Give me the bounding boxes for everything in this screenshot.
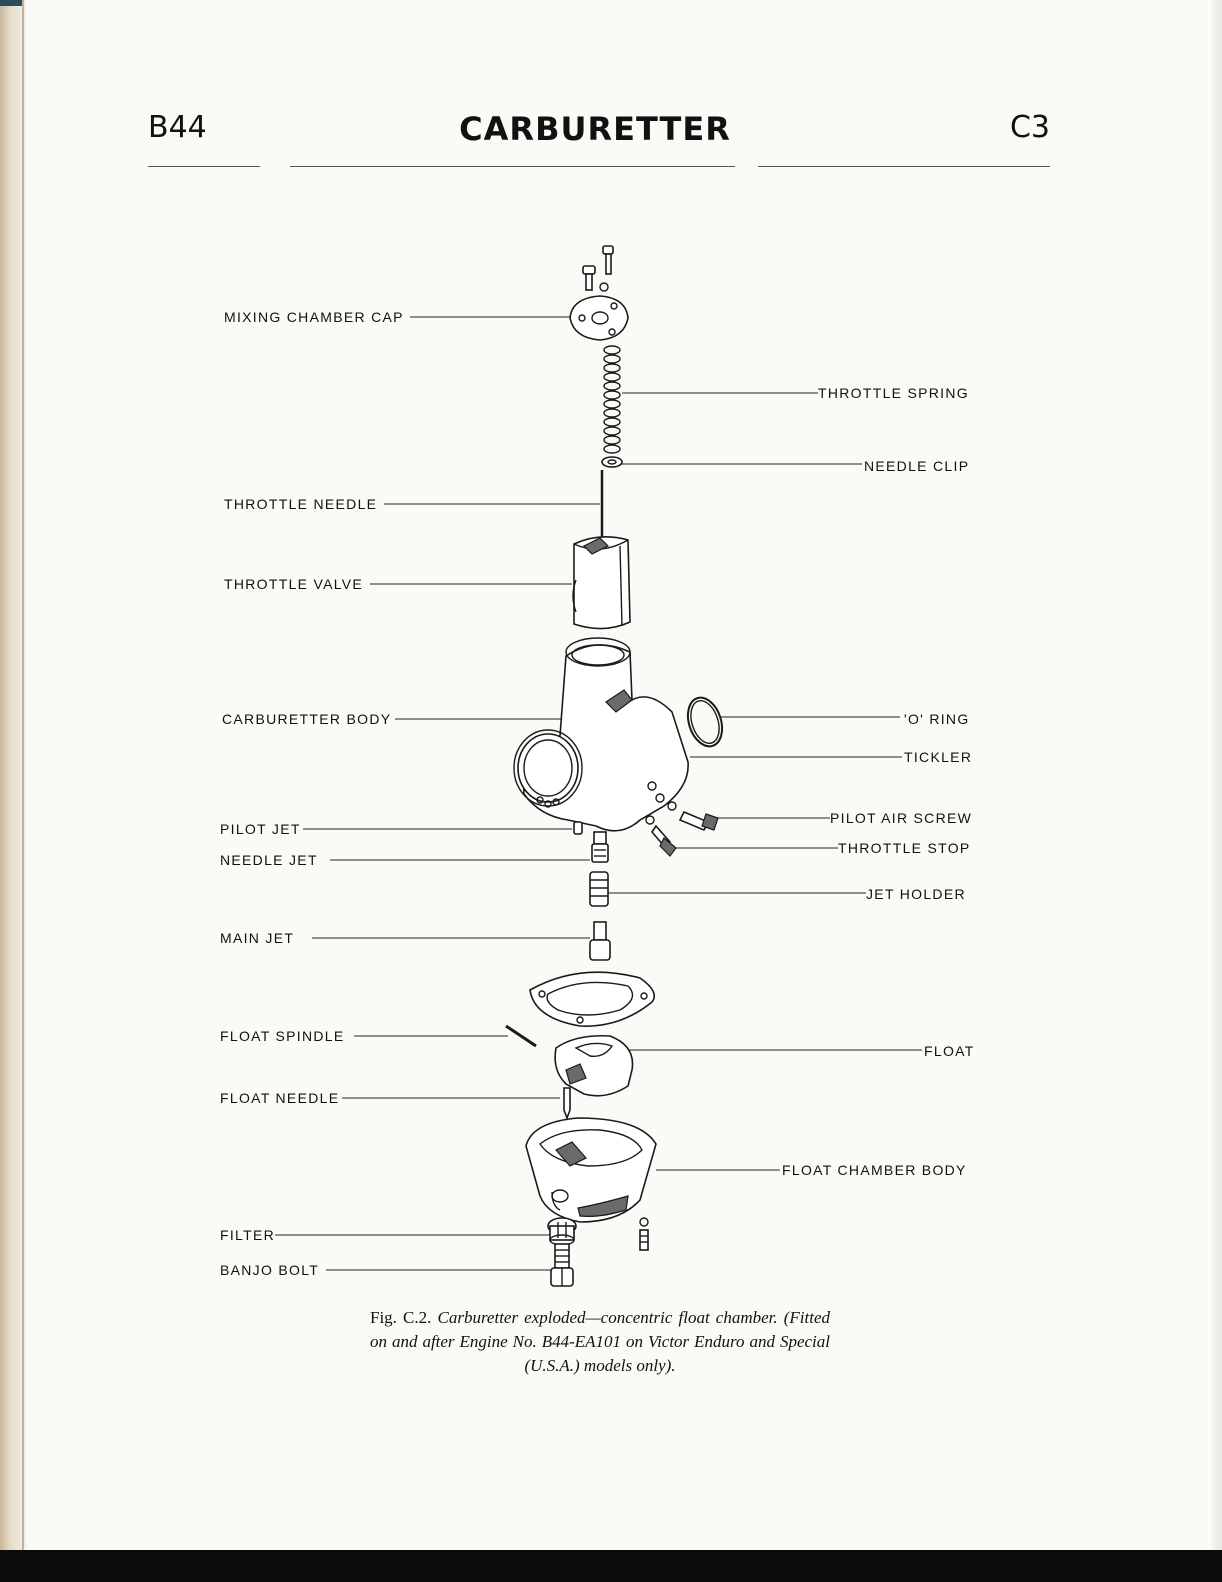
mixing-chamber-cap-part <box>570 296 628 340</box>
label-o-ring: 'O' RING <box>904 711 970 727</box>
gasket-part <box>530 972 654 1026</box>
label-float: FLOAT <box>924 1043 975 1059</box>
label-carburetter-body: CARBURETTER BODY <box>222 711 392 727</box>
drain-screw-part <box>640 1218 648 1250</box>
float-part <box>555 1036 632 1096</box>
throttle-stop-part <box>646 816 676 856</box>
label-throttle-spring: THROTTLE SPRING <box>818 385 969 401</box>
pilot-air-screw-part <box>668 802 718 830</box>
label-float-spindle: FLOAT SPINDLE <box>220 1028 345 1044</box>
section-code: B44 <box>148 110 207 145</box>
carburetter-body-part <box>514 638 688 831</box>
figure-caption-text: Carburetter exploded—concentric float chamber. (Fitted on and after Engine No. B44-EA101 on Victor Enduro and Special (U.S.A.) models only). <box>370 1308 830 1375</box>
page-code: C3 <box>1009 110 1050 145</box>
label-filter: FILTER <box>220 1227 275 1243</box>
label-pilot-jet: PILOT JET <box>220 821 301 837</box>
float-spindle-part <box>506 1026 536 1046</box>
o-ring-part <box>682 693 728 750</box>
label-main-jet: MAIN JET <box>220 930 295 946</box>
main-jet-part <box>590 922 610 960</box>
throttle-valve-part <box>573 537 630 629</box>
label-banjo-bolt: BANJO BOLT <box>220 1262 320 1278</box>
label-throttle-valve: THROTTLE VALVE <box>224 576 364 592</box>
label-jet-holder: JET HOLDER <box>866 886 966 902</box>
needle-jet-part <box>592 832 608 862</box>
label-tickler: TICKLER <box>904 749 973 765</box>
jet-holder-part <box>590 872 608 906</box>
label-throttle-stop: THROTTLE STOP <box>838 840 971 856</box>
label-pilot-air-screw: PILOT AIR SCREW <box>830 810 973 826</box>
label-needle-jet: NEEDLE JET <box>220 852 318 868</box>
banjo-bolt-part <box>551 1244 573 1286</box>
figure-caption <box>370 1306 830 1378</box>
cap-screws <box>583 246 613 291</box>
label-needle-clip: NEEDLE CLIP <box>864 458 970 474</box>
label-mixing-chamber-cap: MIXING CHAMBER CAP <box>224 309 404 325</box>
float-needle-part <box>564 1088 570 1118</box>
label-throttle-needle: THROTTLE NEEDLE <box>224 496 378 512</box>
throttle-spring-part <box>604 346 620 453</box>
page-title: CARBURETTER <box>459 110 731 148</box>
needle-clip-part <box>602 457 622 467</box>
float-chamber-body-part <box>526 1118 656 1222</box>
pilot-jet-part <box>574 822 582 834</box>
label-float-needle: FLOAT NEEDLE <box>220 1090 340 1106</box>
filter-part <box>548 1218 576 1245</box>
label-float-chamber-body: FLOAT CHAMBER BODY <box>782 1162 967 1178</box>
figure-number: Fig. C.2. <box>370 1308 432 1327</box>
